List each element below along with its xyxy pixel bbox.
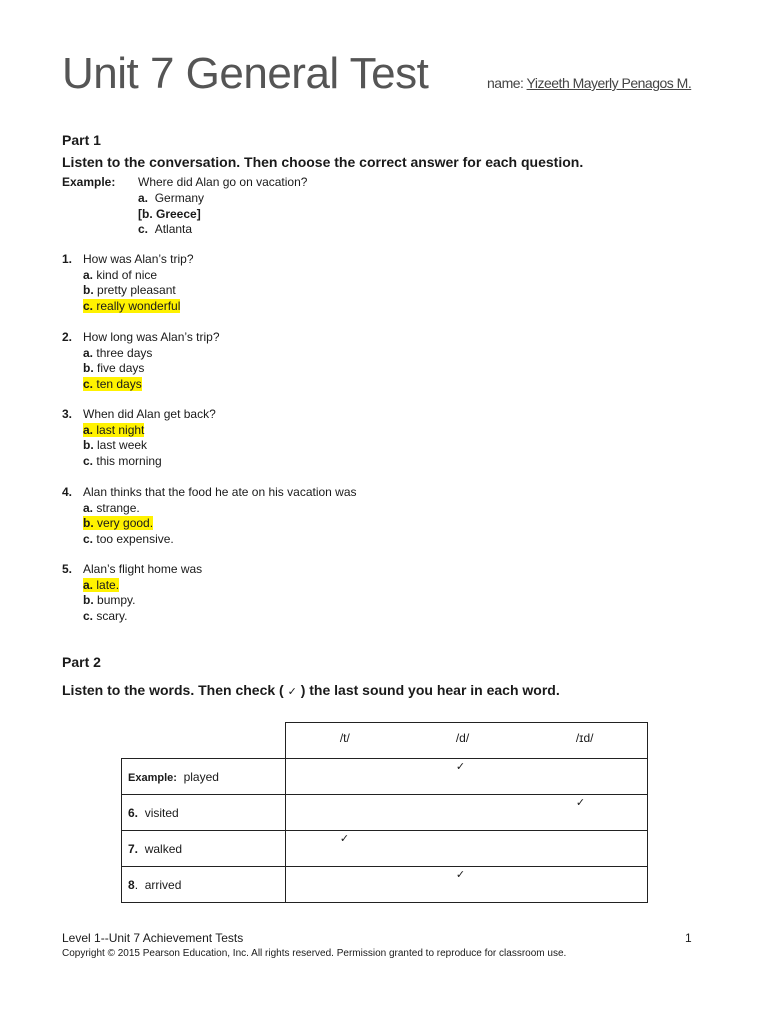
example-option-a: a. Germany: [138, 191, 205, 205]
column-header-id: /ɪd/: [575, 731, 594, 745]
option-a[interactable]: a. three days: [83, 345, 153, 360]
blank-cell: [122, 723, 286, 759]
question-4: [62, 485, 357, 547]
option-c-selected[interactable]: c. ten days: [83, 376, 142, 391]
option-c-selected[interactable]: c. really wonderful: [83, 298, 181, 313]
check-cell[interactable]: [285, 759, 647, 795]
option-a-selected[interactable]: a. last night: [83, 422, 145, 437]
check-cell[interactable]: [285, 867, 647, 903]
table-row: [122, 759, 648, 795]
example-label: Example:: [62, 175, 116, 189]
word-cell: 6. visited: [122, 795, 286, 831]
page-title: Unit 7 General Test: [62, 49, 429, 98]
option-b[interactable]: b. last week: [83, 438, 148, 452]
column-header-d: /d/: [455, 731, 470, 745]
page-number: 1: [685, 931, 692, 945]
option-c[interactable]: c. scary.: [83, 608, 128, 623]
question-number: 2.: [62, 330, 73, 344]
question-number: 3.: [62, 407, 73, 421]
question-number: 5.: [62, 562, 73, 576]
question-text: Alan thinks that the food he ate on his vacation was: [83, 485, 357, 499]
check-icon: ✓: [339, 833, 350, 845]
check-icon: ✓: [455, 869, 466, 881]
example-option-c: c. Atlanta: [138, 222, 193, 236]
option-b[interactable]: b. bumpy.: [83, 593, 136, 607]
question-text: Alan’s flight home was: [83, 562, 203, 576]
option-a[interactable]: a. strange.: [83, 500, 140, 515]
option-a-selected[interactable]: a. late.: [83, 577, 120, 592]
question-1: [62, 252, 194, 314]
name-value: Yizeeth Mayerly Penagos M.: [526, 75, 692, 91]
table-row: [122, 795, 648, 831]
word-cell: 8. arrived: [122, 867, 286, 903]
question-5: [62, 562, 202, 624]
part2-instruction: Listen to the words. Then check ( ✓ ) the last sound you hear in each word.: [62, 682, 560, 698]
example-option-b: [b. Greece]: [138, 207, 201, 221]
question-text: How long was Alan’s trip?: [83, 330, 220, 344]
word-cell: 7. walked: [122, 831, 286, 867]
header-cell: [285, 723, 647, 759]
option-c[interactable]: c. this morning: [83, 453, 162, 468]
question-2: [62, 330, 220, 392]
table-row: [122, 867, 648, 903]
part1-label: Part 1: [62, 132, 101, 148]
option-b-selected[interactable]: b. very good.: [83, 516, 154, 530]
copyright: Copyright © 2015 Pearson Education, Inc. All rights reserved. Permission granted to reproduce for classroom use.: [62, 948, 567, 959]
option-c[interactable]: c. too expensive.: [83, 531, 174, 546]
check-icon: ✓: [575, 797, 586, 809]
column-header-t: /t/: [339, 731, 350, 745]
example-question: Where did Alan go on vacation?: [138, 175, 308, 189]
check-cell[interactable]: [285, 831, 647, 867]
footer-level: Level 1--Unit 7 Achievement Tests: [62, 931, 244, 945]
part1-instruction: Listen to the conversation. Then choose the correct answer for each question.: [62, 154, 584, 170]
check-icon: ✓: [455, 761, 466, 773]
word-cell: Example: played: [122, 759, 286, 795]
table-header-row: [122, 723, 648, 759]
question-3: [62, 407, 216, 469]
sound-table: [121, 722, 648, 903]
question-number: 1.: [62, 252, 73, 266]
question-number: 4.: [62, 485, 73, 499]
part2-label: Part 2: [62, 654, 101, 670]
table-row: [122, 831, 648, 867]
option-a[interactable]: a. kind of nice: [83, 267, 158, 282]
name-label: name:: [487, 75, 527, 91]
check-icon: ✓: [287, 686, 297, 698]
question-text: When did Alan get back?: [83, 407, 216, 421]
check-cell[interactable]: [285, 795, 647, 831]
question-text: How was Alan’s trip?: [83, 252, 194, 266]
student-name: [487, 75, 691, 91]
option-b[interactable]: b. five days: [83, 361, 145, 375]
option-b[interactable]: b. pretty pleasant: [83, 283, 176, 297]
